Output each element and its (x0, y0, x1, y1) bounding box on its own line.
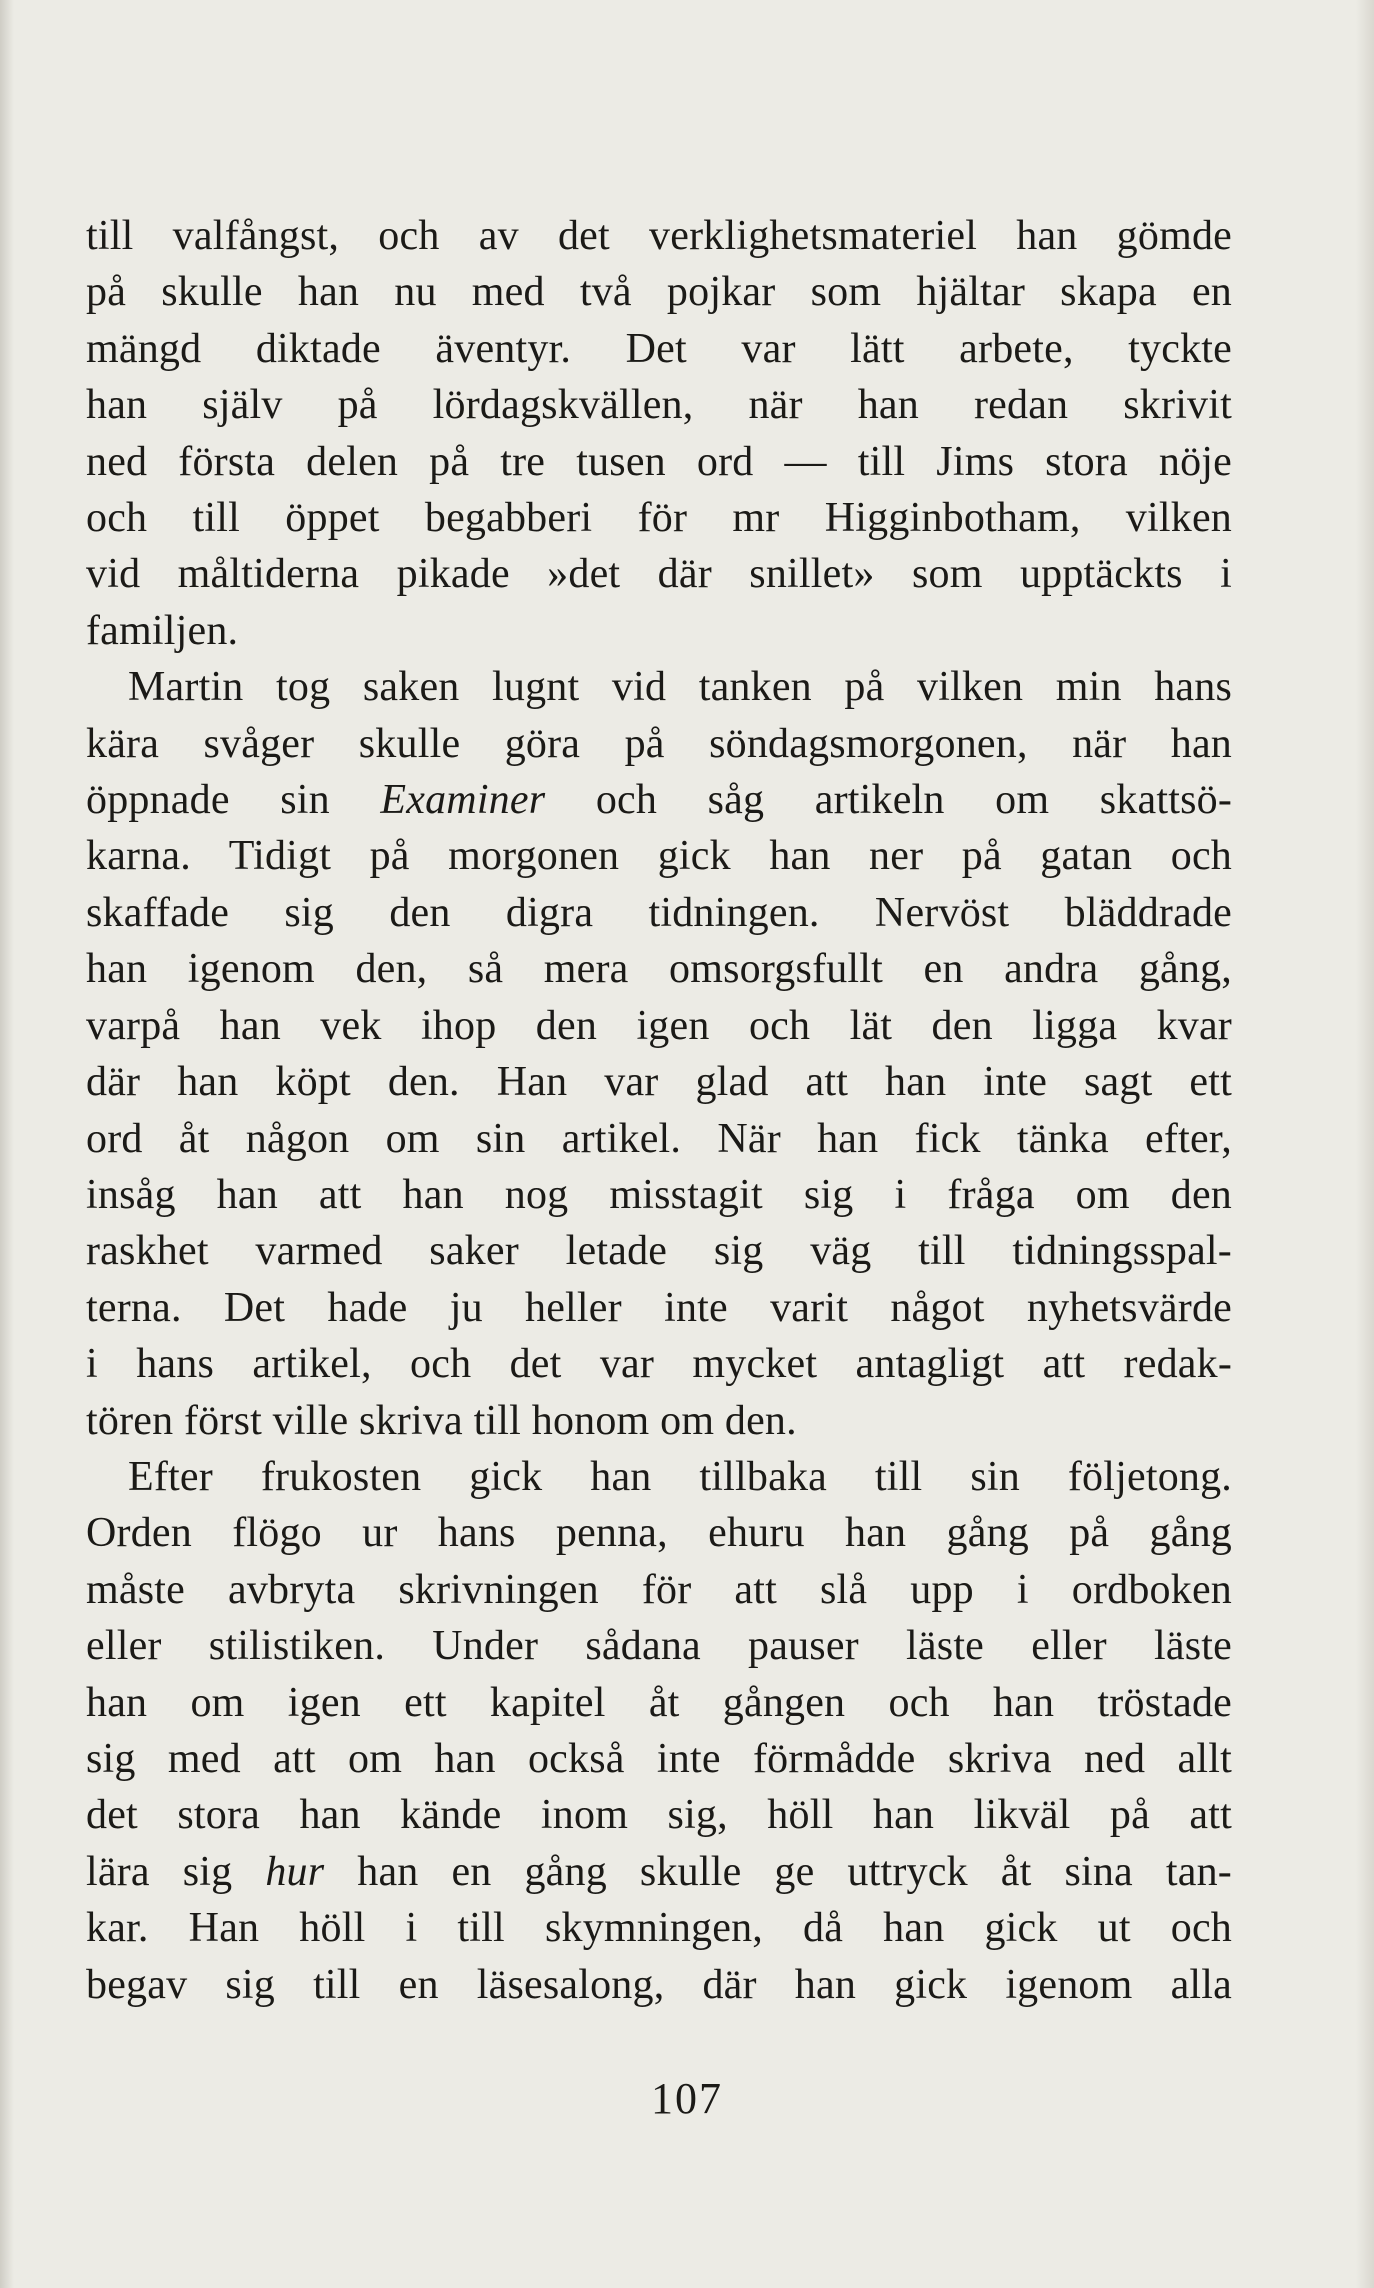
text-line: familjen. (86, 607, 239, 654)
text-line: vid måltiderna pikade »det där snillet» som upptäckts i (86, 551, 1232, 598)
text-line: och till öppet begabberi för mr Higginbotham, vilken (86, 495, 1232, 542)
text-line: insåg han att han nog misstagit sig i fråga om den (86, 1171, 1232, 1218)
text-line: terna. Det hade ju heller inte varit något nyhetsvärde (86, 1284, 1232, 1331)
text-line: tören först ville skriva till honom om den. (86, 1397, 797, 1444)
text-segment: han en gång skulle ge uttryck åt sina tan- (324, 1848, 1232, 1895)
text-line (86, 772, 1232, 828)
newspaper-title: Examiner (380, 777, 546, 824)
text-line: raskhet varmed saker letade sig väg till tidningsspal- (86, 1228, 1232, 1275)
text-line: han igenom den, så mera omsorgsfullt en andra gång, (86, 946, 1232, 993)
paragraph-3 (86, 1449, 1232, 2013)
text-line: Martin tog saken lugnt vid tanken på vilken min hans (128, 664, 1232, 711)
text-line: på skulle han nu med två pojkar som hjältar skapa en (86, 269, 1232, 316)
text-line: han om igen ett kapitel åt gången och han tröstade (86, 1679, 1232, 1726)
text-line: i hans artikel, och det var mycket antagligt att redak- (86, 1341, 1232, 1388)
text-line: där han köpt den. Han var glad att han inte sagt ett (86, 1059, 1232, 1106)
text-line (86, 1844, 1232, 1900)
text-line: varpå han vek ihop den igen och lät den ligga kvar (86, 1002, 1232, 1049)
text-line: ned första delen på tre tusen ord — till Jims stora nöje (86, 438, 1232, 485)
emphasized-word: hur (265, 1848, 325, 1895)
text-line: kar. Han höll i till skymningen, då han gick ut och (86, 1905, 1232, 1952)
text-line: ord åt någon om sin artikel. När han fick tänka efter, (86, 1115, 1232, 1162)
text-segment: öppnade sin (86, 777, 381, 824)
text-line: han själv på lördagskvällen, när han redan skrivit (86, 382, 1232, 429)
text-line: begav sig till en läsesalong, där han gick igenom alla (86, 1961, 1232, 2008)
text-line: kära svåger skulle göra på söndagsmorgonen, när han (86, 720, 1232, 767)
text-line: karna. Tidigt på morgonen gick han ner på gatan och (86, 833, 1232, 880)
text-line: till valfångst, och av det verklighetsmateriel han gömde (86, 213, 1232, 259)
text-line: måste avbryta skrivningen för att slå upp i ordboken (86, 1566, 1232, 1613)
text-line: eller stilistiken. Under sådana pauser läste eller läste (86, 1623, 1232, 1670)
body-text (86, 208, 1232, 2013)
text-line: Efter frukosten gick han tillbaka till sin följetong. (128, 1453, 1232, 1500)
text-segment: lära sig (86, 1848, 266, 1895)
text-line: det stora han kände inom sig, höll han likväl på att (86, 1792, 1232, 1839)
page-number: 107 (651, 2074, 723, 2123)
text-line: mängd diktade äventyr. Det var lätt arbete, tyckte (86, 325, 1232, 372)
text-line: Orden flögo ur hans penna, ehuru han gång på gång (86, 1510, 1232, 1557)
text-line: sig med att om han också inte förmådde skriva ned allt (86, 1735, 1232, 1782)
text-segment: och såg artikeln om skattsö- (545, 777, 1233, 824)
paragraph-2 (86, 659, 1232, 1449)
text-line: skaffade sig den digra tidningen. Nervöst bläddrade (86, 889, 1232, 936)
paragraph-1 (86, 208, 1232, 659)
